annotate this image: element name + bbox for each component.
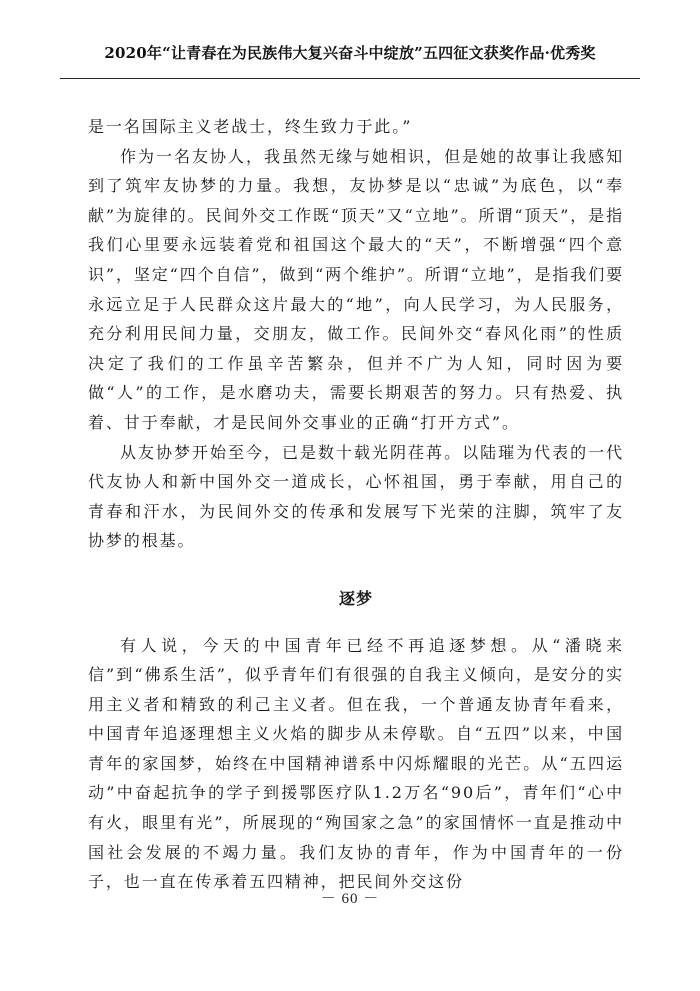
article-body — [88, 112, 624, 897]
paragraph: 从友协梦开始至今，已是数十载光阴荏苒。以陆璀为代表的一代代友协人和新中国外交一道成长，心怀祖国，勇于奉献，用自己的青春和汗水，为民间外交的传承和发展写下光荣的注脚，筑牢了友协梦的根基。 — [88, 442, 624, 551]
running-header: 2020年“让青春在为民族伟大复兴奋斗中绽放”五四征文获奖作品·优秀奖 — [104, 44, 596, 62]
paragraph-continuation: 是一名国际主义老战士，终生致力于此。” — [88, 117, 413, 136]
header-divider — [60, 78, 640, 79]
paragraph: 有人说，今天的中国青年已经不再追逐梦想。从“潘晓来信”到“佛系生活”，似乎青年们有很强的自我主义倾向，是安分的实用主义者和精致的利己主义者。但在我，一个普通友协青年看来，中国青年追逐理想主义火焰的脚步从未停歇。自“五四”以来，中国青年的家国梦，始终在中国精神谱系中闪烁耀眼的光芒。从“五四运动”中奋起抗争的学子到援鄂医疗队1.2万名“90后”，青年们“心中有火，眼里有光”，所展现的“殉国家之急”的家国情怀一直是推动中国社会发展的不竭力量。我们友协的青年，作为中国青年的一份子，也一直在传承着五四精神，把民间外交这份 — [88, 635, 624, 892]
paragraph: 作为一名友协人，我虽然无缘与她相识，但是她的故事让我感知到了筑牢友协梦的力量。我想，友协梦是以“忠诚”为底色，以“奉献”为旋律的。民间外交工作既“顶天”又“立地”。所谓“顶天”，是指我们心里要永远装着党和祖国这个最大的“天”，不断增强“四个意识”，坚定“四个自信”，做到“两个维护”。所谓“立地”，是指我们要永远立足于人民群众这片最大的“地”，向人民学习，为人民服务，充分利用民间力量，交朋友，做工作。民间外交“春风化雨”的性质决定了我们的工作虽辛苦繁杂，但并不广为人知，同时因为要做“人”的工作，是水磨功夫，需要长期艰苦的努力。只有热爱、执着、甘于奉献，才是民间外交事业的正确“打开方式”。 — [88, 146, 624, 432]
page-number: － 60 － — [320, 891, 380, 907]
section-heading: 逐梦 — [338, 588, 373, 608]
